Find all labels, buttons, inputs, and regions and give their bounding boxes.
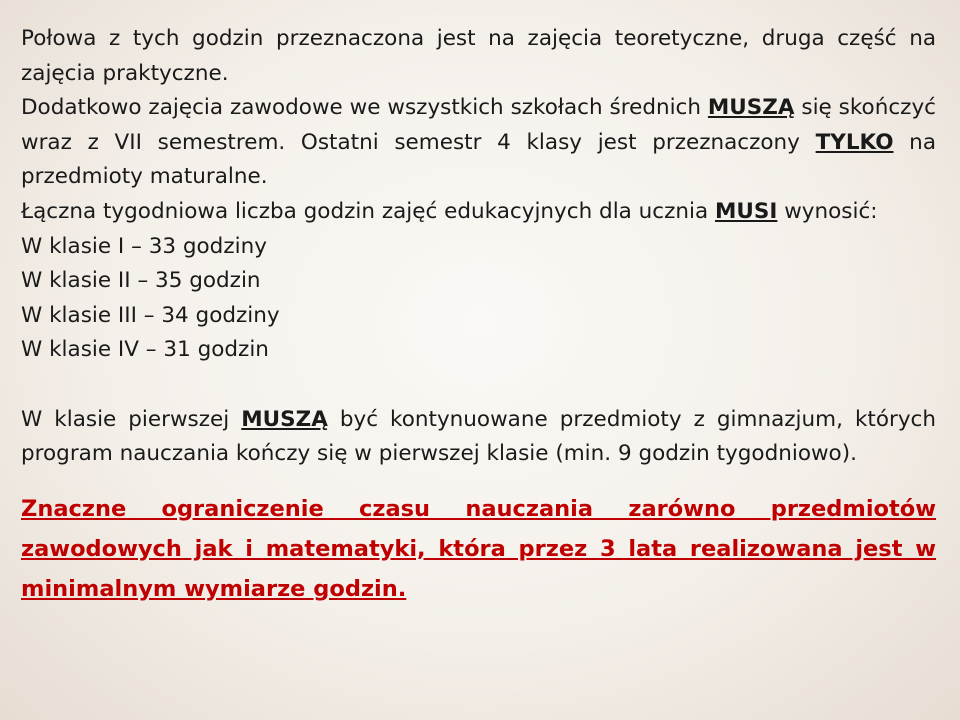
emphasis-must: MUSI (715, 198, 778, 224)
text-segment: W klasie pierwszej (21, 406, 242, 432)
emphasis-must: MUSZĄ (707, 95, 795, 121)
text-segment: na przedmioty maturalne. (21, 129, 936, 190)
hours-list-item: W klasie I – 33 godziny (21, 233, 267, 259)
hours-list-item: W klasie III – 34 godziny (21, 302, 280, 328)
hours-list-item: W klasie II – 35 godzin (21, 268, 261, 294)
text-segment: Dodatkowo zajęcia zawodowe we wszystkich szkołach średnich (21, 95, 708, 121)
conclusion-highlight: Znaczne ograniczenie czasu nauczania zarówno przedmiotów zawodowych jak i matematyki, która przez 3 lata realizowana jest w minimalnym wymiarze godzin. (21, 495, 936, 602)
paragraph-vocational-end (21, 91, 936, 195)
text-segment: być kontynuowane przedmioty z gimnazjum, których program nauczania kończy się w pierwszej klasie (min. 9 godzin tygodniowo). (21, 406, 936, 467)
paragraph-first-class (21, 403, 936, 472)
hours-list-item: W klasie IV – 31 godzin (21, 337, 269, 363)
paragraph-hours-split: Połowa z tych godzin przeznaczona jest na zajęcia teoretyczne, druga część na zajęcia praktyczne. (21, 26, 936, 86)
emphasis-only: TYLKO (815, 129, 894, 155)
emphasis-must: MUSZĄ (241, 406, 328, 432)
hours-list (21, 230, 936, 368)
text-segment: się skończyć wraz z VII semestrem. Ostatni semestr 4 klasy jest przeznaczony (21, 95, 936, 155)
paragraph-weekly-hours (21, 195, 936, 230)
text-segment: wynosić: (777, 198, 878, 224)
text-segment: Łączna tygodniowa liczba godzin zajęć edukacyjnych dla ucznia (21, 198, 716, 224)
